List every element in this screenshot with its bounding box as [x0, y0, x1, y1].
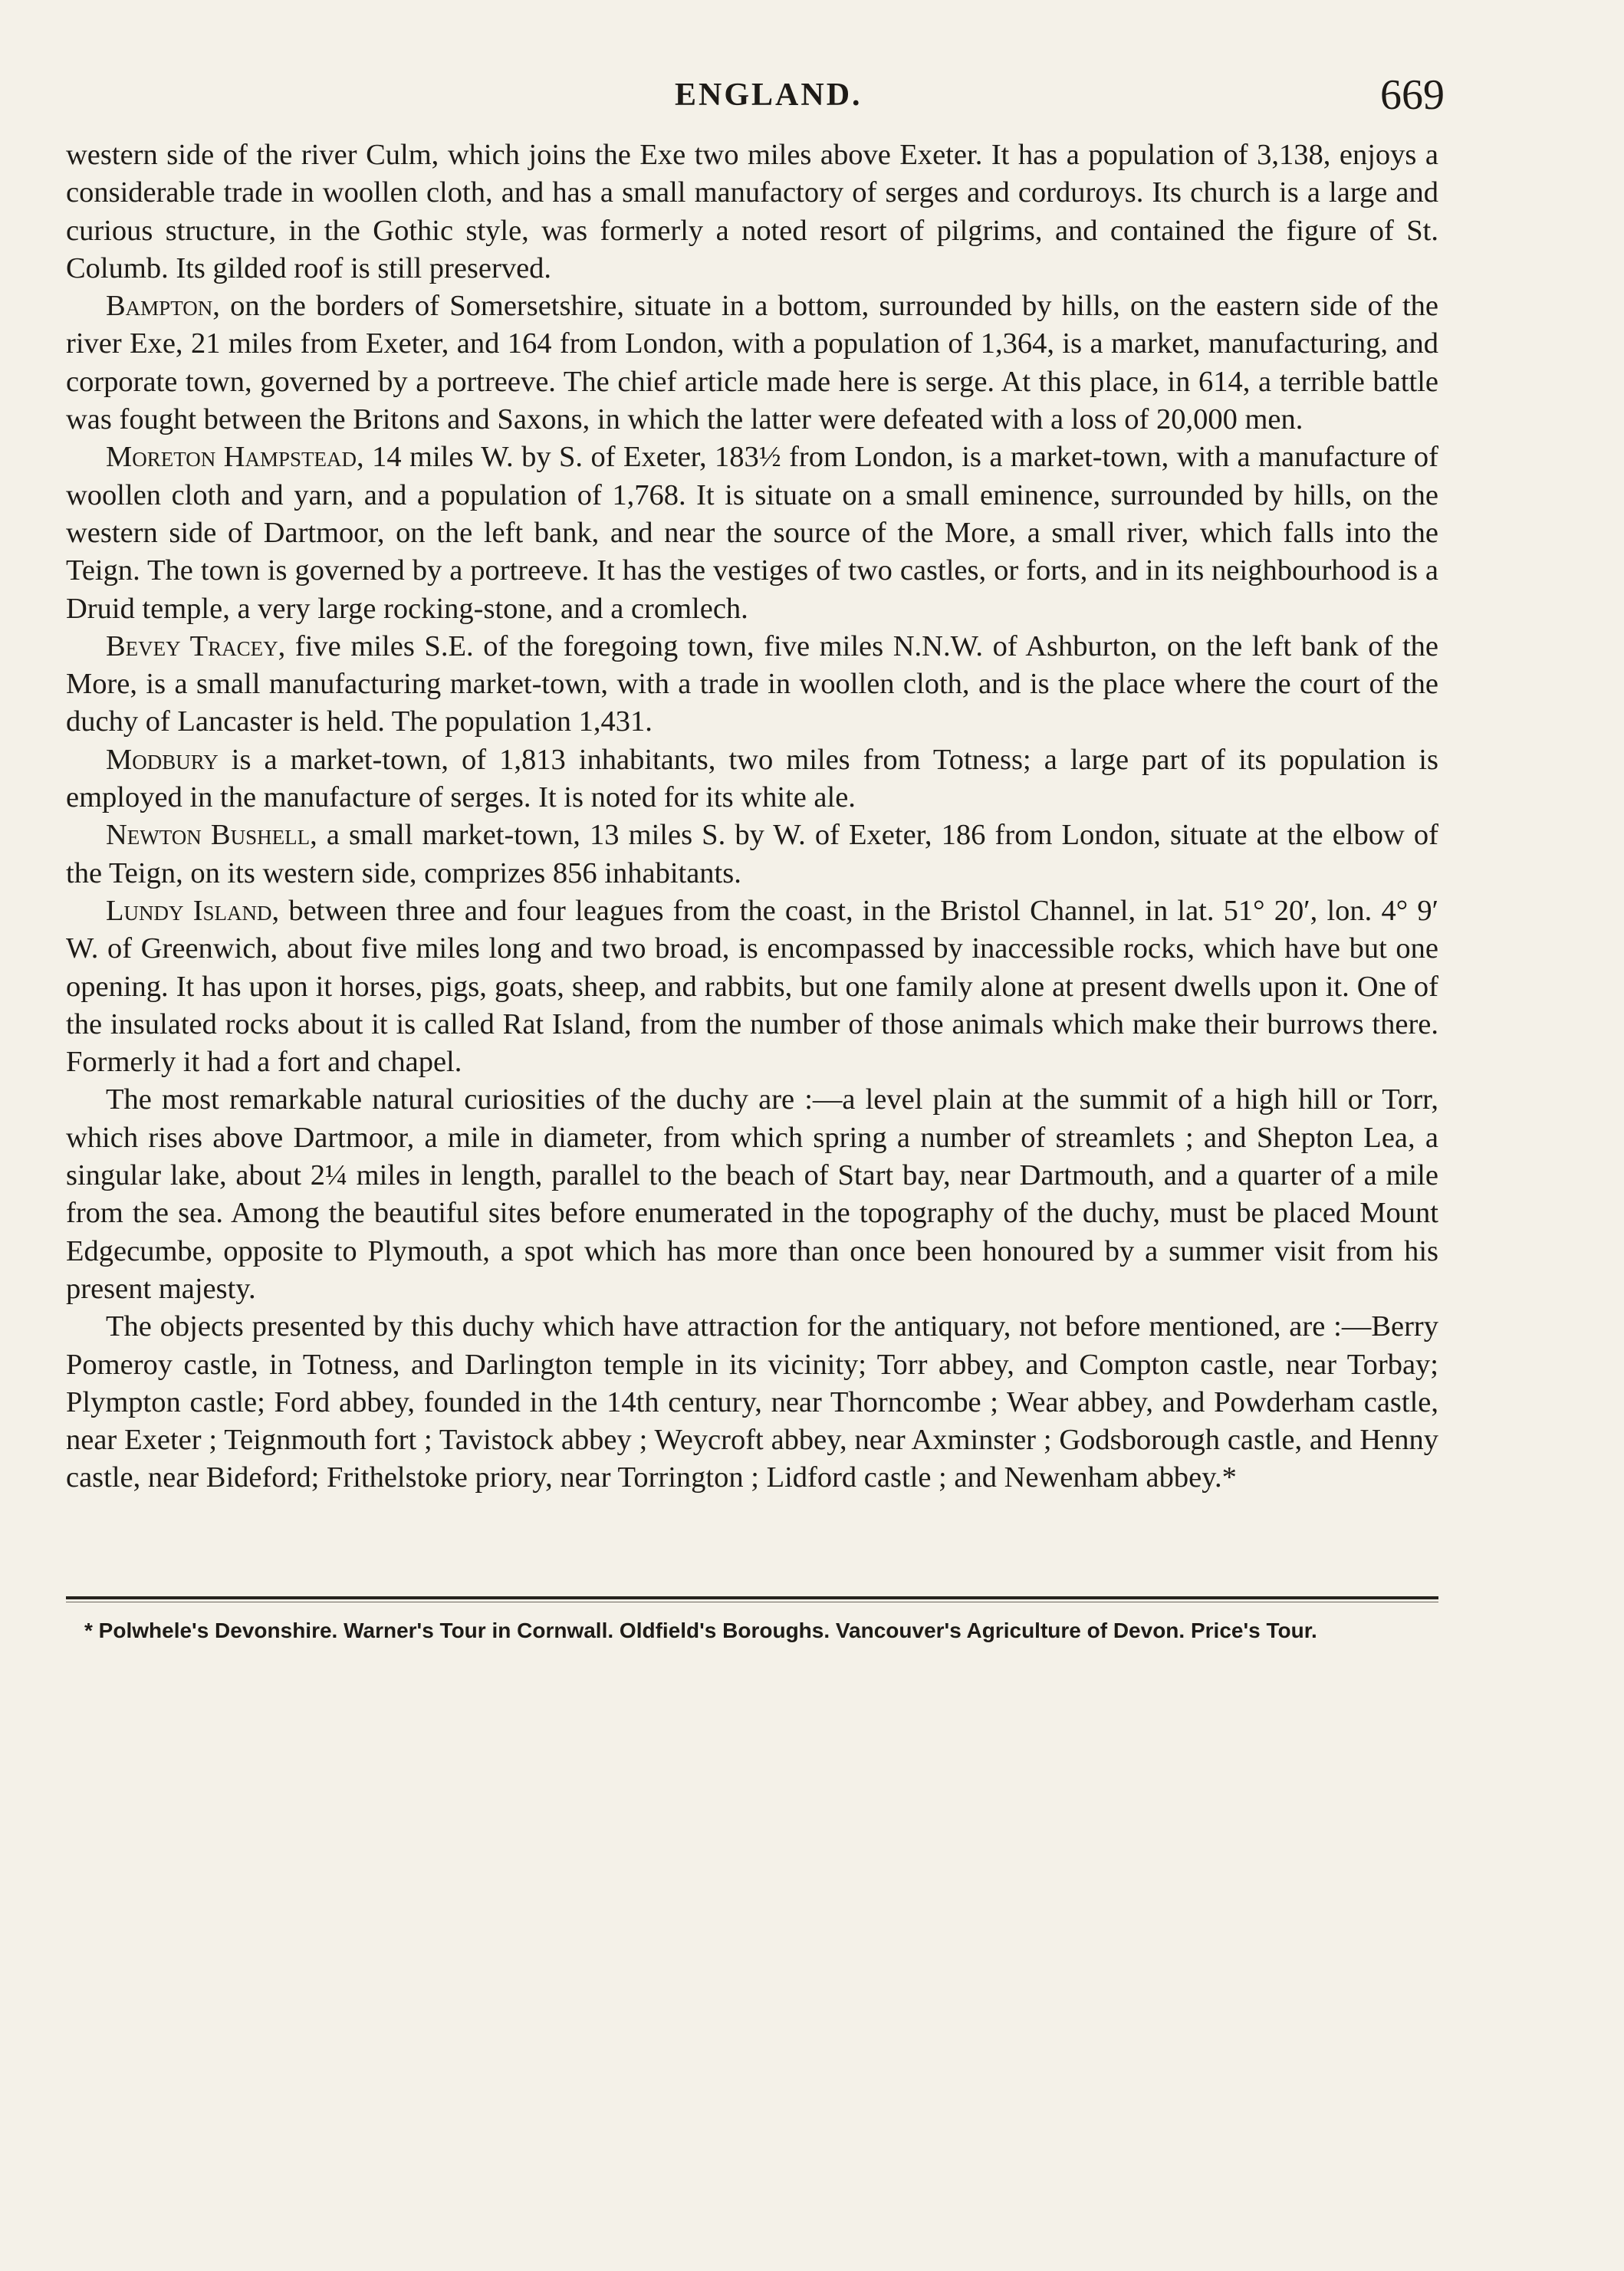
paragraph-text: on the borders of Somersetshire, situate in a bottom, surrounded by hills, on the eastern side of the river Exe, 21 miles from Exeter, and 164 from London, with a population of 1,364, is a market, manufacturing, and corporate town, governed by a portreeve. The chief article made here is serge. At this place, in 614, a terrible battle was fought between the Britons and Saxons, in which the latter were defeated with a loss of 20,000 men. [66, 290, 1438, 436]
footnote: * Polwhele's Devonshire. Warner's Tour in Cornwall. Oldfield's Boroughs. Vancouver's Agriculture of Devon. Price's Tour. [84, 1619, 1317, 1642]
footnote-divider [66, 1596, 1438, 1599]
paragraph-lead: Newton Bushell, [106, 819, 317, 852]
paragraph-curiosities [66, 1081, 1438, 1308]
paragraph-text: The most remarkable natural curiosities of the duchy are :—a level plain at the summit of a high hill or Torr, which rises above Dartmoor, a mile in diameter, from which spring a number of streamlets ; and Shepton Lea, a singular lake, about 2¼ miles in length, parallel to the beach of Start bay, near Dartmouth, and a quarter of a mile from the sea. Among the beautiful sites before enumerated in the topography of the duchy, must be placed Mount Edgecumbe, opposite to Plymouth, a spot which has more than once been honoured by a summer visit from his present majesty. [66, 1083, 1438, 1305]
paragraph-text: western side of the river Culm, which joins the Exe two miles above Exeter. It has a population of 3,138, enjoys a considerable trade in woollen cloth, and has a small manufactory of serges and corduroys. Its church is a large and curious structure, in the Gothic style, was formerly a noted resort of pilgrims, and contained the figure of St. Columb. Its gilded roof is still preserved. [66, 139, 1438, 284]
paragraph-lead: Moreton Hampstead, [106, 441, 364, 474]
paragraph-bampton [66, 288, 1438, 439]
running-title: ENGLAND. [675, 77, 863, 113]
paragraph-moreton-hampstead [66, 439, 1438, 627]
paragraph-newton-bushell [66, 817, 1438, 892]
running-head [0, 71, 1624, 124]
paragraph-text: five miles S.E. of the foregoing town, five miles N.N.W. of Ashburton, on the left bank of the More, is a small manufacturing market-town, with a trade in woollen cloth, and is the place where the court of the duchy of Lancaster is held. The population 1,431. [66, 629, 1439, 738]
body-text [66, 136, 1438, 1497]
paragraph-bevey-tracey [66, 628, 1438, 741]
paragraph-lundy-island [66, 892, 1438, 1081]
paragraph-lead: Bampton, [106, 290, 220, 323]
paragraph-text: is a market-town, of 1,813 inhabitants, two miles from Totness; a large part of its population is employed in the manufacture of serges. It is noted for its white ale. [66, 743, 1438, 814]
paragraph-antiquities [66, 1308, 1438, 1497]
paragraph-text: a small market-town, 13 miles S. by W. of Exeter, 186 from London, situate at the elbow of the Teign, on its western side, comprizes 856 inhabitants. [66, 819, 1438, 889]
paragraph-text: 14 miles W. by S. of Exeter, 183½ from London, is a market-town, with a manufacture of woollen cloth and yarn, and a population of 1,768. It is situate on a small eminence, surrounded by hills, on the western side of Dartmoor, on the left bank, and near the source of the More, a small river, which falls into the Teign. The town is governed by a portreeve. It has the vestiges of two castles, or forts, and in its neighbourhood is a Druid temple, a very large rocking-stone, and a cromlech. [66, 441, 1439, 625]
page-number: 669 [1380, 71, 1445, 119]
paragraph-culm [66, 136, 1438, 288]
paragraph-lead: Modbury [106, 743, 219, 776]
paragraph-lead: Bevey Tracey, [106, 629, 286, 662]
paragraph-text: The objects presented by this duchy which have attraction for the antiquary, not before mentioned, are :—Berry Pomeroy castle, in Totness, and Darlington temple in its vicinity; Torr abbey, and Compton castle, near Torbay; Plympton castle; Ford abbey, founded in the 14th century, near Thorncombe ; Wear abbey, and Powderham castle, near Exeter ; Teignmouth fort ; Tavistock abbey ; Weycroft abbey, near Axminster ; Godsborough castle, and Henny castle, near Bideford; Frithelstoke priory, near Torrington ; Lidford castle ; and Newenham abbey.* [66, 1310, 1438, 1494]
paragraph-modbury [66, 741, 1438, 817]
paragraph-text: between three and four leagues from the coast, in the Bristol Channel, in lat. 51° 20′, lon. 4° 9′ W. of Greenwich, about five miles long and two broad, is encompassed by inaccessible rocks, which have but one opening. It has upon it horses, pigs, goats, sheep, and rabbits, but one family alone at present dwells upon it. One of the insulated rocks about it is called Rat Island, from the number of those animals which make their burrows there. Formerly it had a fort and chapel. [66, 894, 1438, 1079]
paragraph-lead: Lundy Island, [106, 894, 280, 927]
